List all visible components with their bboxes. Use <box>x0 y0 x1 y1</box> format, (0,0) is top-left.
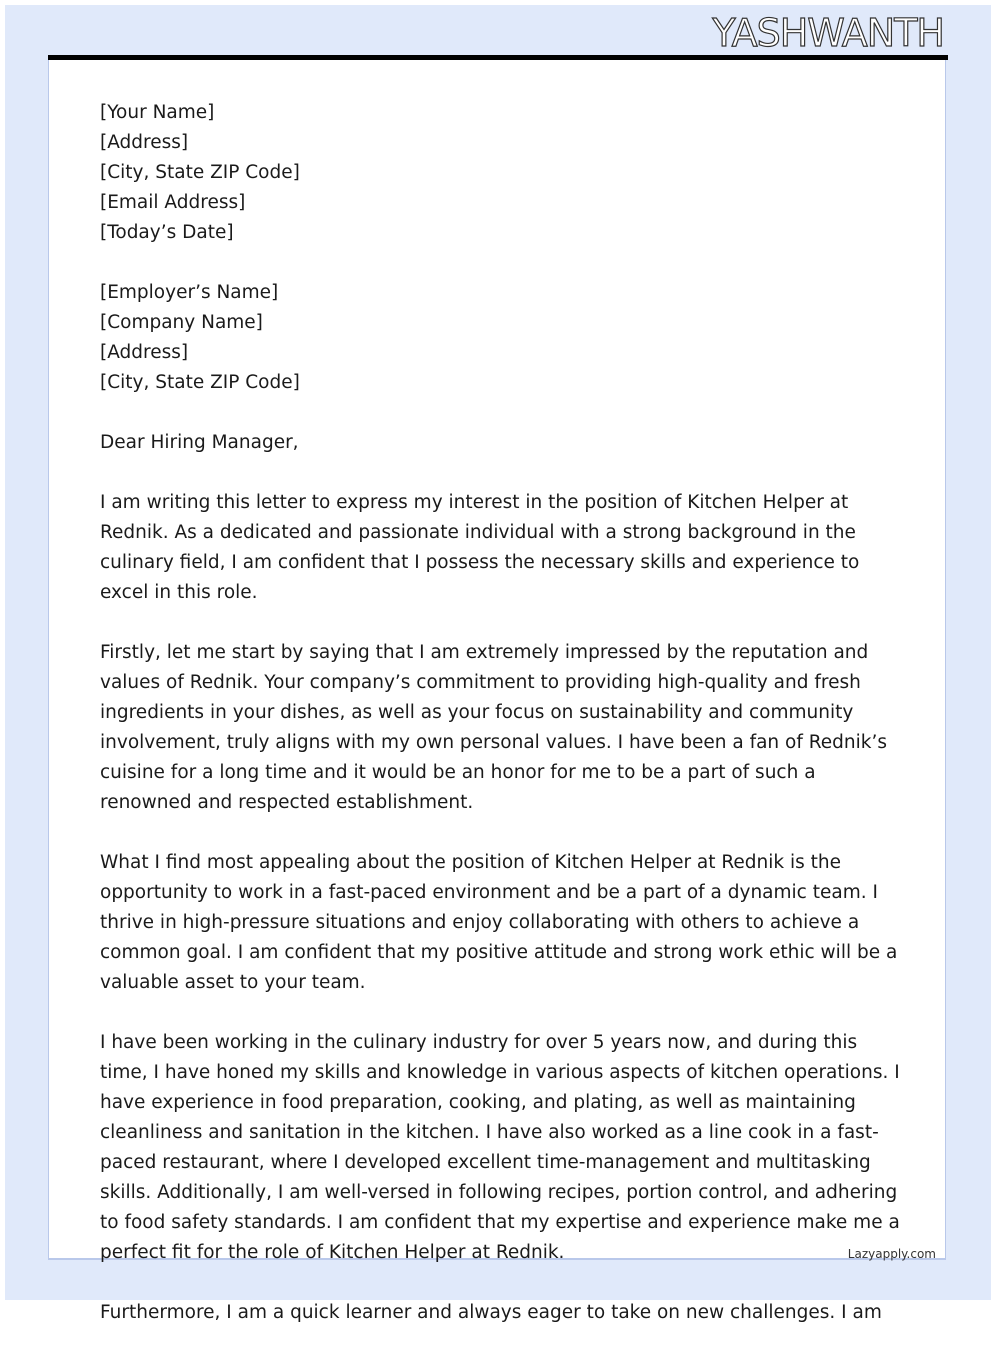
salutation: Dear Hiring Manager, <box>100 432 299 453</box>
watermark: Lazyapply.com <box>847 1247 936 1261</box>
body-paragraph: I am writing this letter to express my interest in the position of Kitchen Helper at Rednik. As a dedicated and passionate individual with a strong background in the culinary field, I am confident that I possess the necessary skills and experience to excel in this role. <box>100 492 860 603</box>
body-paragraph: Firstly, let me start by saying that I am extremely impressed by the reputation and values of Rednik. Your company’s commitment to providing high-quality and fresh ingredients in your dishes, as well as your focus on sustainability and community involvement, truly aligns with my own personal values. I have been a fan of Rednik’s cuisine for a long time and it would be an honor for me to be a part of such a renowned and respected establishment. <box>100 642 887 813</box>
sender-city-state-zip: [City, State ZIP Code] <box>100 162 300 183</box>
sender-email: [Email Address] <box>100 192 246 213</box>
brand-name: YASHWANTH <box>712 11 944 55</box>
letter-date: [Today’s Date] <box>100 222 234 243</box>
body-paragraph: I have been working in the culinary industry for over 5 years now, and during this time, I have honed my skills and knowledge in various aspects of kitchen operations. I have experience in food preparation, cooking, and plating, as well as maintaining cleanliness and sanitation in the kitchen. I have also worked as a line cook in a fast-paced restaurant, where I developed excellent time-management and multitasking skills. Additionally, I am well-versed in following recipes, portion control, and adhering to food safety standards. I am confident that my expertise and experience make me a perfect fit for the role of Kitchen Helper at Rednik. <box>100 1032 900 1263</box>
sender-block <box>100 98 900 248</box>
recipient-city-state-zip: [City, State ZIP Code] <box>100 372 300 393</box>
body-paragraph: Furthermore, I am a quick learner and always eager to take on new challenges. I am <box>100 1302 882 1323</box>
recipient-address: [Address] <box>100 342 189 363</box>
sender-name: [Your Name] <box>100 102 215 123</box>
employer-name: [Employer’s Name] <box>100 282 279 303</box>
company-name: [Company Name] <box>100 312 263 333</box>
sender-address: [Address] <box>100 132 189 153</box>
recipient-block <box>100 278 900 398</box>
body-paragraph: What I find most appealing about the position of Kitchen Helper at Rednik is the opportunity to work in a fast-paced environment and be a part of a dynamic team. I thrive in high-pressure situations and enjoy collaborating with others to achieve a common goal. I am confident that my positive attitude and strong work ethic will be a valuable asset to your team. <box>100 852 898 993</box>
cover-letter <box>100 98 900 1358</box>
